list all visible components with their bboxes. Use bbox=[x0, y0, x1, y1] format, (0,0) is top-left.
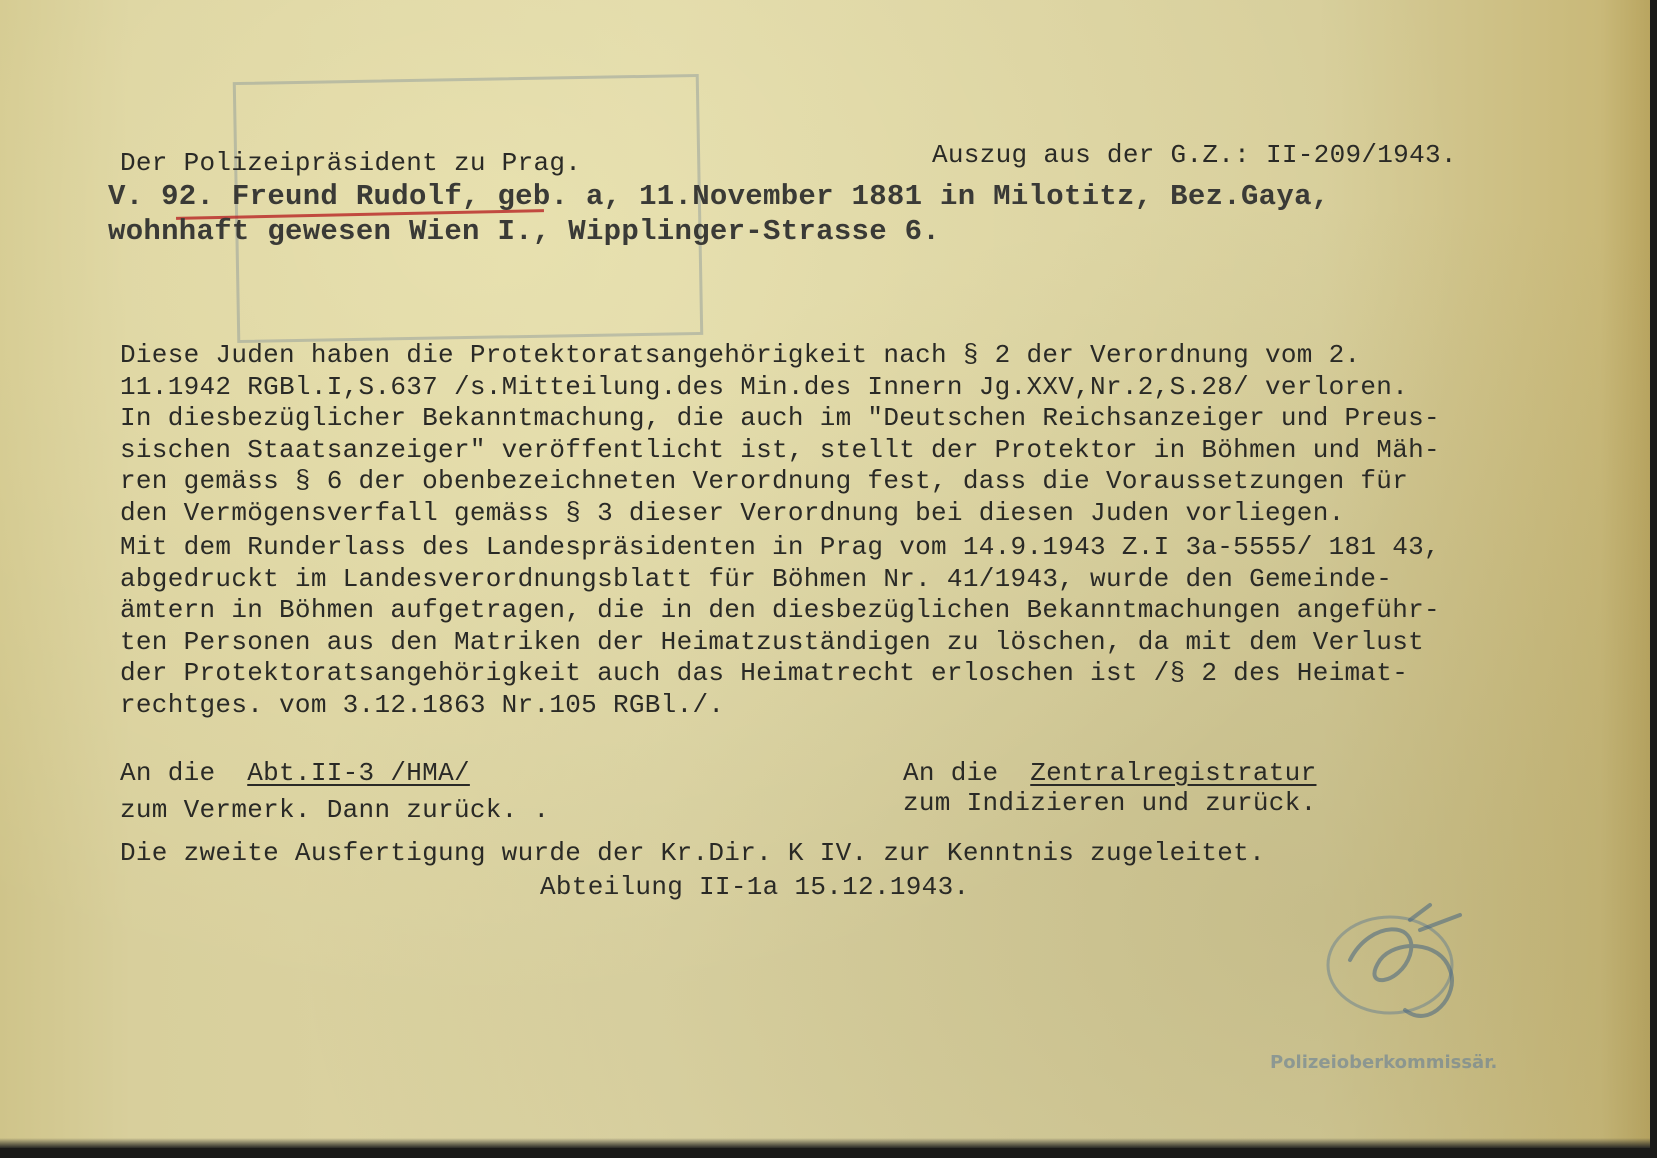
signature-stamp-icon bbox=[1310, 900, 1490, 1050]
routing-left-line bbox=[120, 758, 470, 788]
routing-right-prefix: An die bbox=[903, 758, 999, 788]
copy-note: Die zweite Ausfertigung wurde der Kr.Dir. K IV. zur Kenntnis zugeleitet. bbox=[120, 838, 1265, 868]
body-line-11: der Protektoratsangehörigkeit auch das Heimatrecht erloschen ist /§ 2 des Heimat- bbox=[120, 658, 1409, 688]
body-line-1: Diese Juden haben die Protektoratsangehörigkeit nach § 2 der Verordnung vom 2. bbox=[120, 340, 1361, 370]
body-line-9: ämtern in Böhmen aufgetragen, die in den diesbezüglichen Bekanntmachungen angeführ- bbox=[120, 595, 1440, 625]
scan-edge-shadow bbox=[0, 1138, 1650, 1148]
routing-left-prefix: An die bbox=[120, 758, 216, 788]
body-line-7: Mit dem Runderlass des Landespräsidenten in Prag vom 14.9.1943 Z.I 3a-5555/ 181 43, bbox=[120, 532, 1440, 562]
body-line-6: den Vermögensverfall gemäss § 3 dieser Verordnung bei diesen Juden vorliegen. bbox=[120, 498, 1345, 528]
body-line-5: ren gemäss § 6 der obenbezeichneten Verordnung fest, dass die Voraussetzungen für bbox=[120, 466, 1409, 496]
reference-number: Auszug aus der G.Z.: II-209/1943. bbox=[932, 140, 1457, 170]
subject-line-2: wohnhaft gewesen Wien I., Wipplinger-Strasse 6. bbox=[108, 215, 941, 248]
subject-line-1: V. 92. Freund Rudolf, geb. a, 11.November 1881 in Milotitz, Bez.Gaya, bbox=[108, 180, 1330, 213]
body-line-12: rechtges. vom 3.12.1863 Nr.105 RGBl./. bbox=[120, 690, 725, 720]
department-date: Abteilung II-1a 15.12.1943. bbox=[540, 872, 970, 902]
body-line-4: sischen Staatsanzeiger" veröffentlicht ist, stellt der Protektor in Böhmen und Mäh- bbox=[120, 435, 1440, 465]
issuer-heading: Der Polizeipräsident zu Prag. bbox=[120, 148, 582, 178]
routing-left-note: zum Vermerk. Dann zurück. . bbox=[120, 795, 550, 825]
routing-right-note: zum Indizieren und zurück. bbox=[903, 788, 1317, 818]
routing-right-target: Zentralregistratur bbox=[1030, 758, 1317, 788]
routing-left-target: Abt.II-3 /HMA/ bbox=[247, 758, 470, 788]
body-line-10: ten Personen aus den Matriken der Heimatzuständigen zu löschen, da mit dem Verlust bbox=[120, 627, 1425, 657]
body-line-2: 11.1942 RGBl.I,S.637 /s.Mitteilung.des Min.des Innern Jg.XXV,Nr.2,S.28/ verloren. bbox=[120, 372, 1409, 402]
signature-stamp-label: Polizeioberkommissär. bbox=[1270, 1052, 1498, 1073]
body-line-3: In diesbezüglicher Bekanntmachung, die auch im "Deutschen Reichsanzeiger und Preus- bbox=[120, 403, 1440, 433]
body-line-8: abgedruckt im Landesverordnungsblatt für Böhmen Nr. 41/1943, wurde den Gemeinde- bbox=[120, 564, 1393, 594]
routing-right-line bbox=[903, 758, 1316, 788]
